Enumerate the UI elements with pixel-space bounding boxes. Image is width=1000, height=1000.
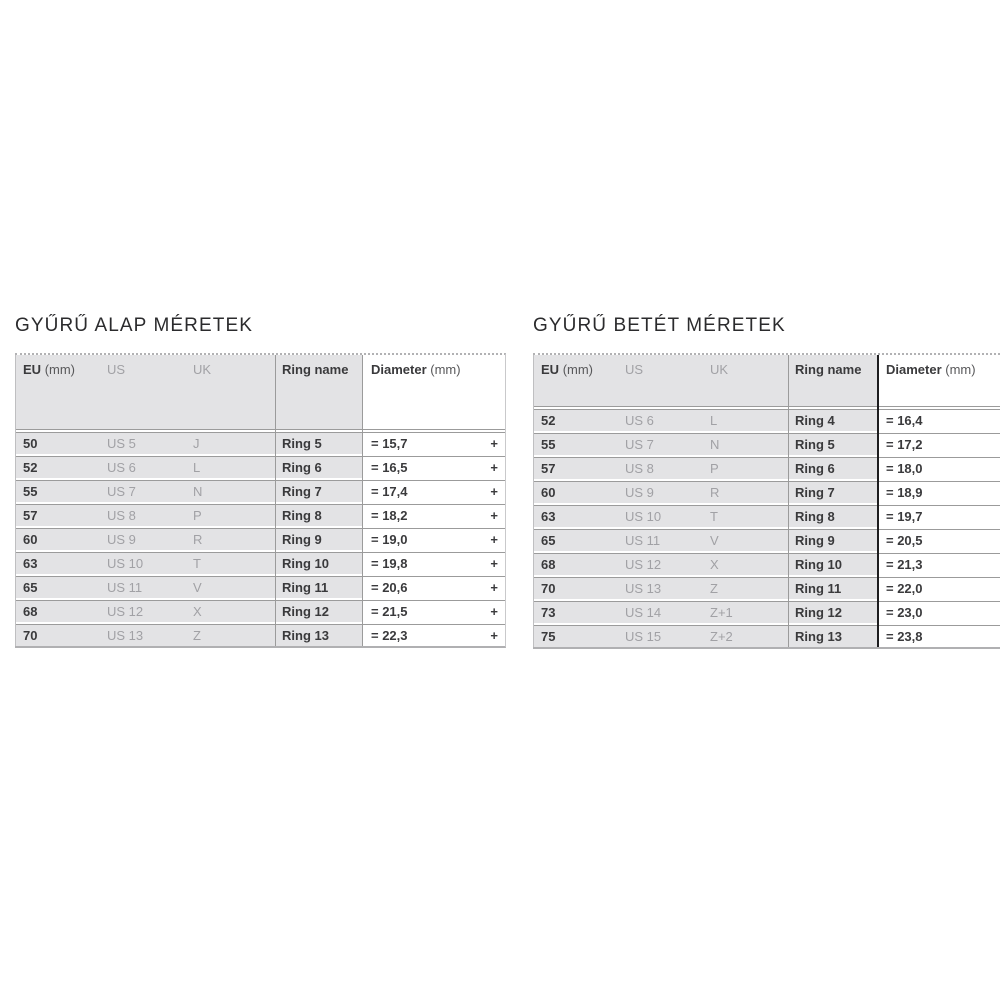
ring-name-value: Ring 4 xyxy=(788,410,877,431)
table-body xyxy=(15,432,505,646)
diameter-value: = 17,2 xyxy=(886,437,923,452)
us-size-value: US 15 xyxy=(625,626,710,647)
section-title: GYŰRŰ BETÉT MÉRETEK xyxy=(533,315,786,336)
expand-plus-button[interactable]: + xyxy=(490,460,498,475)
table-row xyxy=(15,528,505,550)
us-header: US xyxy=(625,355,710,406)
diameter-cell xyxy=(877,530,1000,551)
table-row xyxy=(15,456,505,478)
inset-sizes-section xyxy=(533,315,1000,649)
diameter-value: = 20,6 xyxy=(371,580,408,595)
ring-name-value: Ring 5 xyxy=(788,434,877,455)
diameter-cell xyxy=(362,625,505,646)
expand-plus-button[interactable]: + xyxy=(490,580,498,595)
diameter-value: = 19,0 xyxy=(371,532,408,547)
us-size-value: US 6 xyxy=(625,410,710,431)
table-row xyxy=(15,576,505,598)
table-row xyxy=(533,601,1000,623)
uk-size-value: Z+1 xyxy=(710,602,788,623)
eu-size-value: 68 xyxy=(15,601,107,622)
uk-size-value: X xyxy=(710,554,788,575)
us-size-value: US 9 xyxy=(107,529,193,550)
diameter-header-unit: (mm) xyxy=(945,362,976,377)
uk-size-value: R xyxy=(710,482,788,503)
eu-header xyxy=(15,355,107,429)
eu-size-value: 65 xyxy=(533,530,625,551)
eu-size-value: 70 xyxy=(15,625,107,646)
expand-plus-button[interactable]: + xyxy=(490,628,498,643)
us-header: US xyxy=(107,355,193,429)
diameter-value: = 19,8 xyxy=(371,556,408,571)
diameter-value: = 22,3 xyxy=(371,628,408,643)
table-row xyxy=(15,432,505,454)
eu-size-value: 60 xyxy=(533,482,625,503)
expand-plus-button[interactable]: + xyxy=(490,556,498,571)
table-header-row xyxy=(15,355,505,430)
column-separator xyxy=(275,355,276,646)
eu-size-value: 57 xyxy=(15,505,107,526)
expand-plus-button[interactable]: + xyxy=(490,508,498,523)
us-size-value: US 8 xyxy=(107,505,193,526)
uk-size-value: L xyxy=(710,410,788,431)
eu-size-value: 63 xyxy=(15,553,107,574)
expand-plus-button[interactable]: + xyxy=(490,436,498,451)
table-row xyxy=(15,552,505,574)
eu-size-value: 57 xyxy=(533,458,625,479)
diameter-value: = 19,7 xyxy=(886,509,923,524)
diameter-header-text xyxy=(371,362,461,429)
eu-size-value: 70 xyxy=(533,578,625,599)
diameter-header-text xyxy=(886,362,976,406)
ring-name-value: Ring 6 xyxy=(275,457,362,478)
diameter-cell xyxy=(877,482,1000,503)
size-table xyxy=(533,353,1000,649)
table-left-border xyxy=(533,355,534,647)
eu-size-value: 68 xyxy=(533,554,625,575)
base-sizes-section xyxy=(15,315,506,648)
diameter-header-unit: (mm) xyxy=(430,362,461,377)
uk-size-value: N xyxy=(710,434,788,455)
diameter-cell xyxy=(362,601,505,622)
ring-name-value: Ring 7 xyxy=(275,481,362,502)
diameter-cell xyxy=(877,626,1000,647)
diameter-cell xyxy=(362,553,505,574)
ring-name-value: Ring 7 xyxy=(788,482,877,503)
diameter-value: = 21,3 xyxy=(886,557,923,572)
table-header-row xyxy=(533,355,1000,407)
us-size-value: US 13 xyxy=(107,625,193,646)
diameter-value: = 21,5 xyxy=(371,604,408,619)
uk-size-value: T xyxy=(193,553,275,574)
table-row xyxy=(533,457,1000,479)
table-row xyxy=(533,409,1000,431)
table-row xyxy=(533,433,1000,455)
ring-name-value: Ring 13 xyxy=(275,625,362,646)
ring-name-value: Ring 6 xyxy=(788,458,877,479)
diameter-value: = 23,0 xyxy=(886,605,923,620)
us-size-value: US 9 xyxy=(625,482,710,503)
diameter-cell xyxy=(877,506,1000,527)
diameter-cell xyxy=(362,481,505,502)
column-separator xyxy=(877,355,879,647)
ring-name-value: Ring 11 xyxy=(788,578,877,599)
table-row xyxy=(15,480,505,502)
uk-size-value: P xyxy=(710,458,788,479)
diameter-header xyxy=(362,355,505,429)
table-left-border xyxy=(15,355,16,646)
uk-size-value: N xyxy=(193,481,275,502)
diameter-cell xyxy=(877,458,1000,479)
uk-size-value: Z xyxy=(710,578,788,599)
ring-name-value: Ring 12 xyxy=(275,601,362,622)
ring-name-value: Ring 13 xyxy=(788,626,877,647)
eu-size-value: 60 xyxy=(15,529,107,550)
eu-size-value: 65 xyxy=(15,577,107,598)
eu-size-value: 55 xyxy=(15,481,107,502)
diameter-header-label: Diameter xyxy=(886,362,942,377)
eu-size-value: 50 xyxy=(15,433,107,454)
diameter-cell xyxy=(877,578,1000,599)
us-size-value: US 6 xyxy=(107,457,193,478)
table-row xyxy=(533,505,1000,527)
diameter-cell xyxy=(877,554,1000,575)
diameter-value: = 18,9 xyxy=(886,485,923,500)
diameter-cell xyxy=(877,434,1000,455)
eu-size-value: 73 xyxy=(533,602,625,623)
ring-name-value: Ring 11 xyxy=(275,577,362,598)
column-separator xyxy=(362,355,363,646)
expand-plus-button[interactable]: + xyxy=(490,604,498,619)
ring-name-header: Ring name xyxy=(275,355,362,429)
eu-header-unit: (mm) xyxy=(44,362,76,377)
us-size-value: US 7 xyxy=(107,481,193,502)
us-size-value: US 5 xyxy=(107,433,193,454)
ring-name-value: Ring 9 xyxy=(275,529,362,550)
us-size-value: US 7 xyxy=(625,434,710,455)
diameter-value: = 17,4 xyxy=(371,484,408,499)
eu-size-value: 52 xyxy=(15,457,107,478)
diameter-cell xyxy=(877,410,1000,431)
eu-header-unit: (mm) xyxy=(562,362,594,377)
eu-header xyxy=(533,355,625,406)
expand-plus-button[interactable]: + xyxy=(490,532,498,547)
eu-size-value: 75 xyxy=(533,626,625,647)
eu-size-value: 55 xyxy=(533,434,625,455)
table-row xyxy=(15,600,505,622)
us-size-value: US 11 xyxy=(625,530,710,551)
diameter-cell xyxy=(362,433,505,454)
uk-size-value: P xyxy=(193,505,275,526)
uk-size-value: X xyxy=(193,601,275,622)
uk-size-value: R xyxy=(193,529,275,550)
eu-size-value: 52 xyxy=(533,410,625,431)
table-row xyxy=(533,625,1000,647)
ring-name-value: Ring 9 xyxy=(788,530,877,551)
uk-size-value: T xyxy=(710,506,788,527)
table-row xyxy=(533,553,1000,575)
diameter-value: = 16,5 xyxy=(371,460,408,475)
uk-size-value: J xyxy=(193,433,275,454)
diameter-value: = 20,5 xyxy=(886,533,923,548)
diameter-value: = 22,0 xyxy=(886,581,923,596)
size-table xyxy=(15,353,506,648)
us-size-value: US 12 xyxy=(107,601,193,622)
ring-name-header: Ring name xyxy=(788,355,877,406)
diameter-value: = 15,7 xyxy=(371,436,408,451)
ring-name-value: Ring 8 xyxy=(788,506,877,527)
table-body xyxy=(533,409,1000,647)
ring-name-value: Ring 10 xyxy=(275,553,362,574)
us-size-value: US 10 xyxy=(107,553,193,574)
eu-header-label: EU xyxy=(23,362,42,377)
diameter-value: = 18,2 xyxy=(371,508,408,523)
us-size-value: US 14 xyxy=(625,602,710,623)
diameter-cell xyxy=(362,577,505,598)
ring-name-value: Ring 8 xyxy=(275,505,362,526)
us-size-value: US 10 xyxy=(625,506,710,527)
uk-size-value: Z+2 xyxy=(710,626,788,647)
diameter-cell xyxy=(362,505,505,526)
column-separator xyxy=(788,355,789,647)
table-row xyxy=(15,624,505,646)
expand-plus-button[interactable]: + xyxy=(490,484,498,499)
uk-size-value: V xyxy=(710,530,788,551)
diameter-cell xyxy=(362,529,505,550)
table-row xyxy=(533,481,1000,503)
diameter-header xyxy=(877,355,1000,406)
us-size-value: US 13 xyxy=(625,578,710,599)
us-size-value: US 11 xyxy=(107,577,193,598)
us-size-value: US 12 xyxy=(625,554,710,575)
eu-size-value: 63 xyxy=(533,506,625,527)
diameter-value: = 16,4 xyxy=(886,413,923,428)
uk-size-value: Z xyxy=(193,625,275,646)
table-row xyxy=(533,577,1000,599)
eu-header-label: EU xyxy=(541,362,560,377)
section-title: GYŰRŰ ALAP MÉRETEK xyxy=(15,315,254,336)
diameter-cell xyxy=(362,457,505,478)
table-row xyxy=(15,504,505,526)
us-size-value: US 8 xyxy=(625,458,710,479)
uk-header: UK xyxy=(710,355,788,406)
diameter-cell xyxy=(877,602,1000,623)
diameter-value: = 18,0 xyxy=(886,461,923,476)
diameter-value: = 23,8 xyxy=(886,629,923,644)
ring-name-value: Ring 5 xyxy=(275,433,362,454)
uk-header: UK xyxy=(193,355,275,429)
uk-size-value: V xyxy=(193,577,275,598)
table-row xyxy=(533,529,1000,551)
ring-name-value: Ring 12 xyxy=(788,602,877,623)
uk-size-value: L xyxy=(193,457,275,478)
ring-name-value: Ring 10 xyxy=(788,554,877,575)
diameter-header-label: Diameter xyxy=(371,362,427,377)
